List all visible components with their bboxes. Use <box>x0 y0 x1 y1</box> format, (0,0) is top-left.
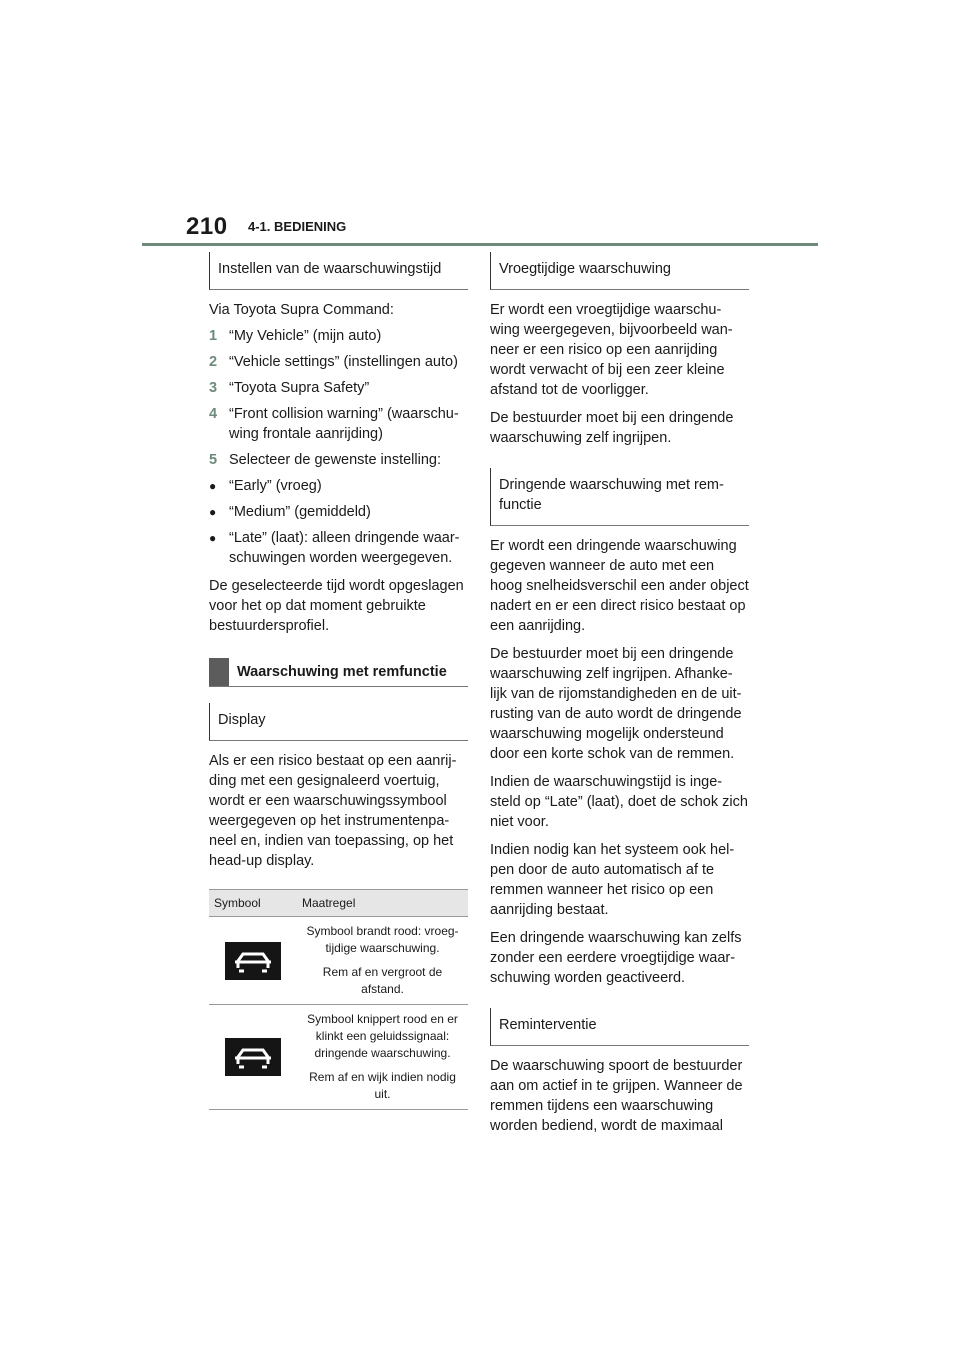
table-header-symbol: Symbool <box>209 890 297 917</box>
bullet-item <box>209 528 468 568</box>
early-paragraph-2: De bestuurder moet bij een dringende waarschuwing zelf ingrijpen. <box>490 410 734 446</box>
step-text: Selecteer de gewenste instelling: <box>229 452 441 468</box>
saved-text: De geselecteerde tijd wordt opgeslagen voor het op dat moment gebruikte bestuurdersprofiel. <box>209 578 464 634</box>
action-cell <box>297 1005 468 1110</box>
step-item <box>209 404 468 444</box>
header-rule <box>142 243 818 246</box>
bullet-dot-icon: ● <box>209 531 217 545</box>
right-column <box>490 252 749 1136</box>
urgent-paragraph-5: Een dringende waarschuwing kan zelfs zonder een eerdere vroegtijdige waar-schuwing worden geactiveerd. <box>490 930 742 986</box>
step-number: 5 <box>209 452 218 468</box>
urgent-paragraph-3: Indien de waarschuwingstijd is inge-steld op “Late” (laat), doet de schok zich niet voor. <box>490 774 748 830</box>
car-front-warning-icon <box>225 942 281 980</box>
urgent-paragraph-2: De bestuurder moet bij een dringende waarschuwing zelf ingrijpen. Afhanke-lijk van de rijomstandigheden en de uit-rusting van de auto wordt de dringende waarschuwing mogelijk ondersteund door een korte schok van de remmen. <box>490 646 742 762</box>
step-item <box>209 450 468 470</box>
step-text: “Vehicle settings” (instellingen auto) <box>229 354 458 370</box>
brake-paragraph-1: De waarschuwing spoort de bestuurder aan om actief in te grijpen. Wanneer de remmen tijdens een waarschuwing worden bediend, wordt de maximaal <box>490 1058 743 1134</box>
bullet-item <box>209 502 468 522</box>
subhead-display: Display <box>209 703 468 741</box>
left-column <box>209 252 468 1110</box>
bullet-dot-icon: ● <box>209 479 217 493</box>
intro-text: Via Toyota Supra Command: <box>209 302 394 318</box>
action-cell <box>297 917 468 1005</box>
early-paragraph-1: Er wordt een vroegtijdige waarschu-wing weergegeven, bijvoorbeeld wan-neer er een risico op een aanrijding wordt verwacht of bij een zeer kleine afstand tot de voorligger. <box>490 302 733 398</box>
step-item <box>209 352 468 372</box>
table-row <box>209 1005 468 1110</box>
car-front-warning-icon <box>225 1038 281 1076</box>
action-line-2: Rem af en wijk indien nodig uit. <box>309 1070 456 1101</box>
page-number: 210 <box>186 213 228 240</box>
symbol-table <box>209 889 468 1110</box>
step-number: 2 <box>209 354 218 370</box>
display-text: Als er een risico bestaat op een aanrij-ding met een gesignaleerd voertuig, wordt er een waarschuwingssymbool weergegeven op het instrumentenpa-neel en, indien van toepassing, op het head-up display. <box>209 753 457 869</box>
subhead-early-warning: Vroegtijdige waarschuwing <box>490 252 749 290</box>
symbol-cell <box>209 1005 297 1110</box>
urgent-paragraph-4: Indien nodig kan het systeem ook hel-pen door de auto automatisch af te remmen wanneer het risico op een aanrijding bestaat. <box>490 842 735 918</box>
section-title: 4-1. BEDIENING <box>248 219 347 234</box>
step-number: 3 <box>209 380 218 396</box>
symbol-cell <box>209 917 297 1005</box>
bullet-text: “Late” (laat): alleen dringende waar-schuwingen worden weergegeven. <box>229 530 460 566</box>
action-line-1: Symbool knippert rood en er klinkt een geluidssignaal: dringende waarschuwing. <box>307 1012 458 1060</box>
action-line-2: Rem af en vergroot de afstand. <box>322 965 443 996</box>
urgent-paragraph-1: Er wordt een dringende waarschuwing gegeven wanneer de auto met een hoog snelheidsverschil een ander object nadert en er een direct risico bestaat op een aanrijding. <box>490 538 749 634</box>
box-heading-label: Waarschuwing met remfunctie <box>237 664 447 680</box>
step-text: “My Vehicle” (mijn auto) <box>229 328 382 344</box>
bullet-dot-icon: ● <box>209 505 217 519</box>
step-item <box>209 378 468 398</box>
step-number: 4 <box>209 406 218 422</box>
step-number: 1 <box>209 328 218 344</box>
step-text: “Front collision warning” (waarschu-wing frontale aanrijding) <box>229 406 459 442</box>
step-item <box>209 326 468 346</box>
table-header-action: Maatregel <box>297 890 468 917</box>
table-row <box>209 917 468 1005</box>
box-heading <box>209 658 468 687</box>
bullet-item <box>209 476 468 496</box>
bullet-text: “Medium” (gemiddeld) <box>229 504 371 520</box>
subhead-urgent-warning: Dringende waarschuwing met rem-functie <box>490 468 749 526</box>
step-text: “Toyota Supra Safety” <box>229 380 370 396</box>
box-heading-mark <box>209 658 229 686</box>
bullet-text: “Early” (vroeg) <box>229 478 322 494</box>
subhead-warning-time: Instellen van de waarschuwingstijd <box>209 252 468 290</box>
subhead-brake-intervention: Reminterventie <box>490 1008 749 1046</box>
action-line-1: Symbool brandt rood: vroeg-tijdige waarschuwing. <box>306 924 459 955</box>
